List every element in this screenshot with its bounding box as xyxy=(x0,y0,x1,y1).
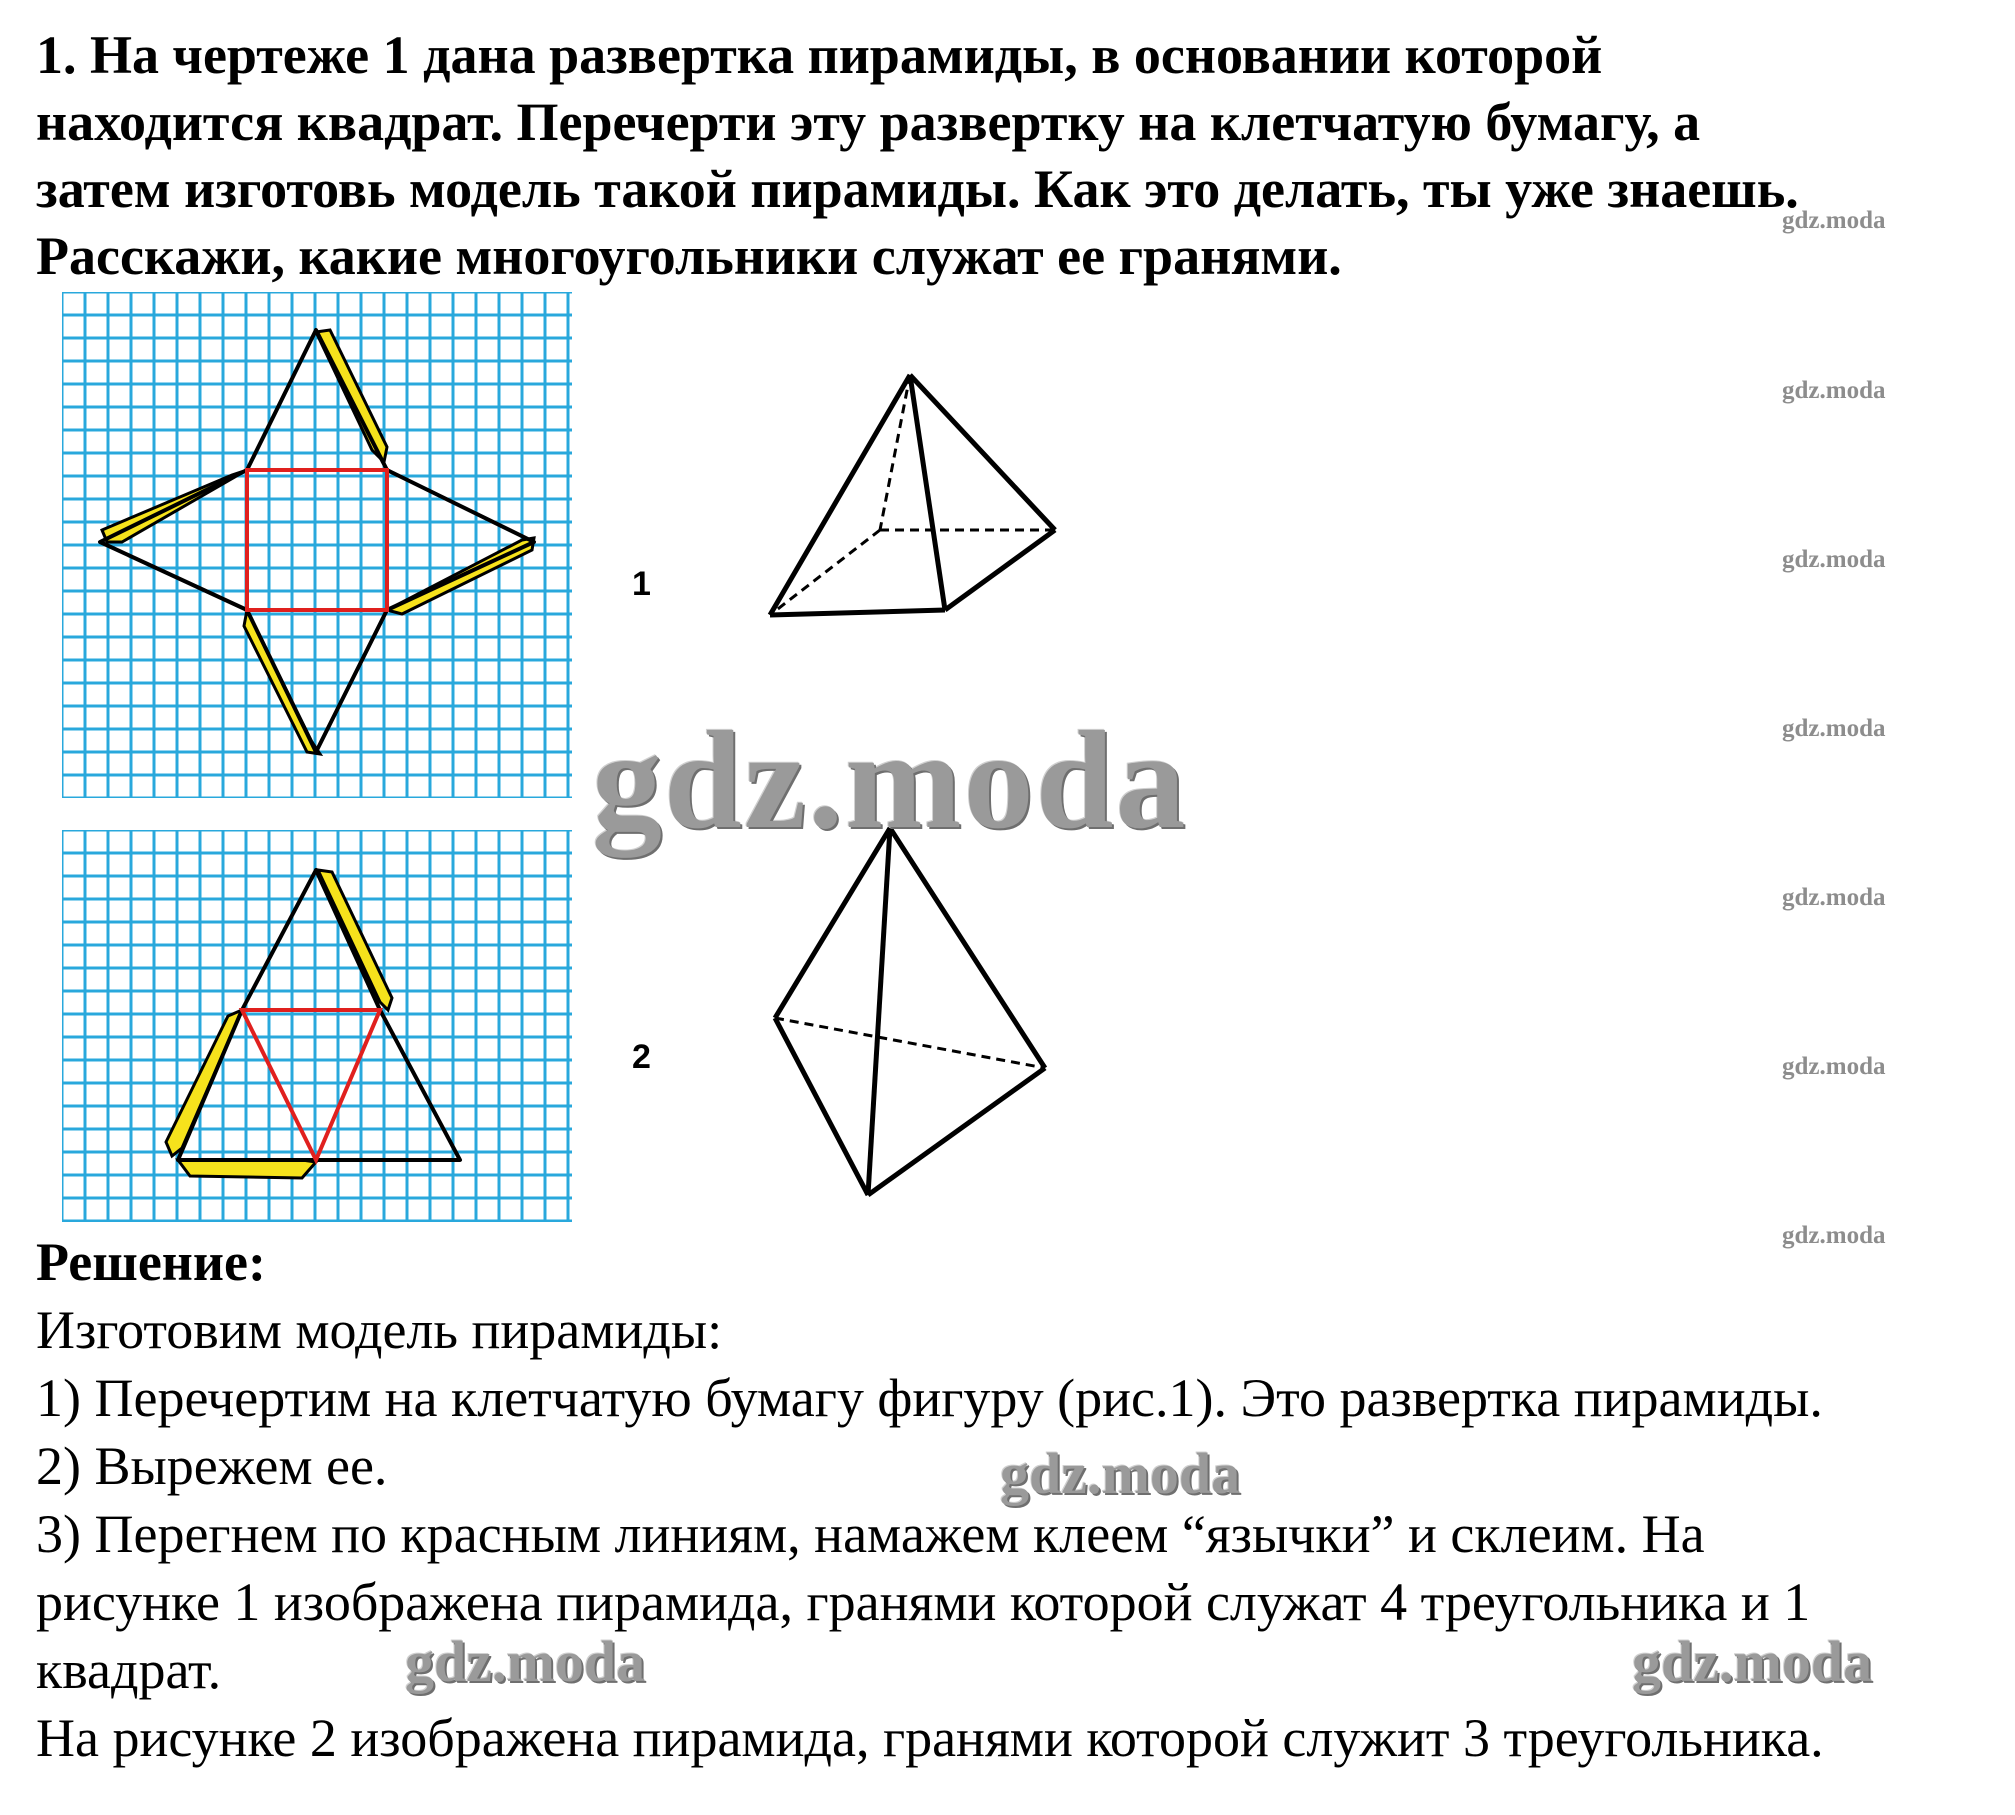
watermark: gdz.moda xyxy=(1782,1053,1886,1080)
solution-line: На рисунке 2 изображена пирамида, гранями которой служит 3 треугольника. xyxy=(36,1708,1824,1768)
task-line: 1. На чертеже 1 дана развертка пирамиды, в основании которой xyxy=(36,25,1603,85)
net-triangular-pyramid xyxy=(62,830,572,1222)
task-text xyxy=(36,22,1996,290)
solution-line: Изготовим модель пирамиды: xyxy=(36,1300,723,1360)
watermark: gdz.moda xyxy=(1782,715,1886,742)
solution-heading: Решение: xyxy=(36,1232,266,1292)
square-pyramid-drawing xyxy=(700,340,1080,640)
figure-label-1: 1 xyxy=(632,565,651,603)
watermark-medium: gdz.moda xyxy=(1000,1441,1241,1506)
solution-line: 3) Перегнем по красным линиям, намажем клеем “язычки” и склеим. На xyxy=(36,1504,1705,1564)
watermark: gdz.moda xyxy=(1782,207,1886,234)
solution-line: 2) Вырежем ее. xyxy=(36,1436,388,1496)
watermark-medium: gdz.moda xyxy=(1632,1629,1873,1694)
net-square-pyramid xyxy=(62,292,572,798)
watermark: gdz.moda xyxy=(1782,1222,1886,1249)
task-line: затем изготовь модель такой пирамиды. Как это делать, ты уже знаешь. xyxy=(36,159,1799,219)
watermark: gdz.moda xyxy=(1782,884,1886,911)
task-line: Расскажи, какие многоугольники служат ее гранями. xyxy=(36,226,1342,286)
triangular-pyramid-drawing xyxy=(740,810,1070,1210)
watermark-large: gdz.moda xyxy=(592,703,1188,858)
solution-line: квадрат. xyxy=(36,1640,222,1700)
solution-line: рисунке 1 изображена пирамида, гранями которой служат 4 треугольника и 1 xyxy=(36,1572,1811,1632)
task-line: находится квадрат. Перечерти эту развертку на клетчатую бумагу, а xyxy=(36,92,1701,152)
watermark: gdz.moda xyxy=(1782,546,1886,573)
solution-line: 1) Перечертим на клетчатую бумагу фигуру (рис.1). Это развертка пирамиды. xyxy=(36,1368,1823,1428)
watermark-medium: gdz.moda xyxy=(405,1629,646,1694)
watermark: gdz.moda xyxy=(1782,377,1886,404)
figure-label-2: 2 xyxy=(632,1038,651,1076)
